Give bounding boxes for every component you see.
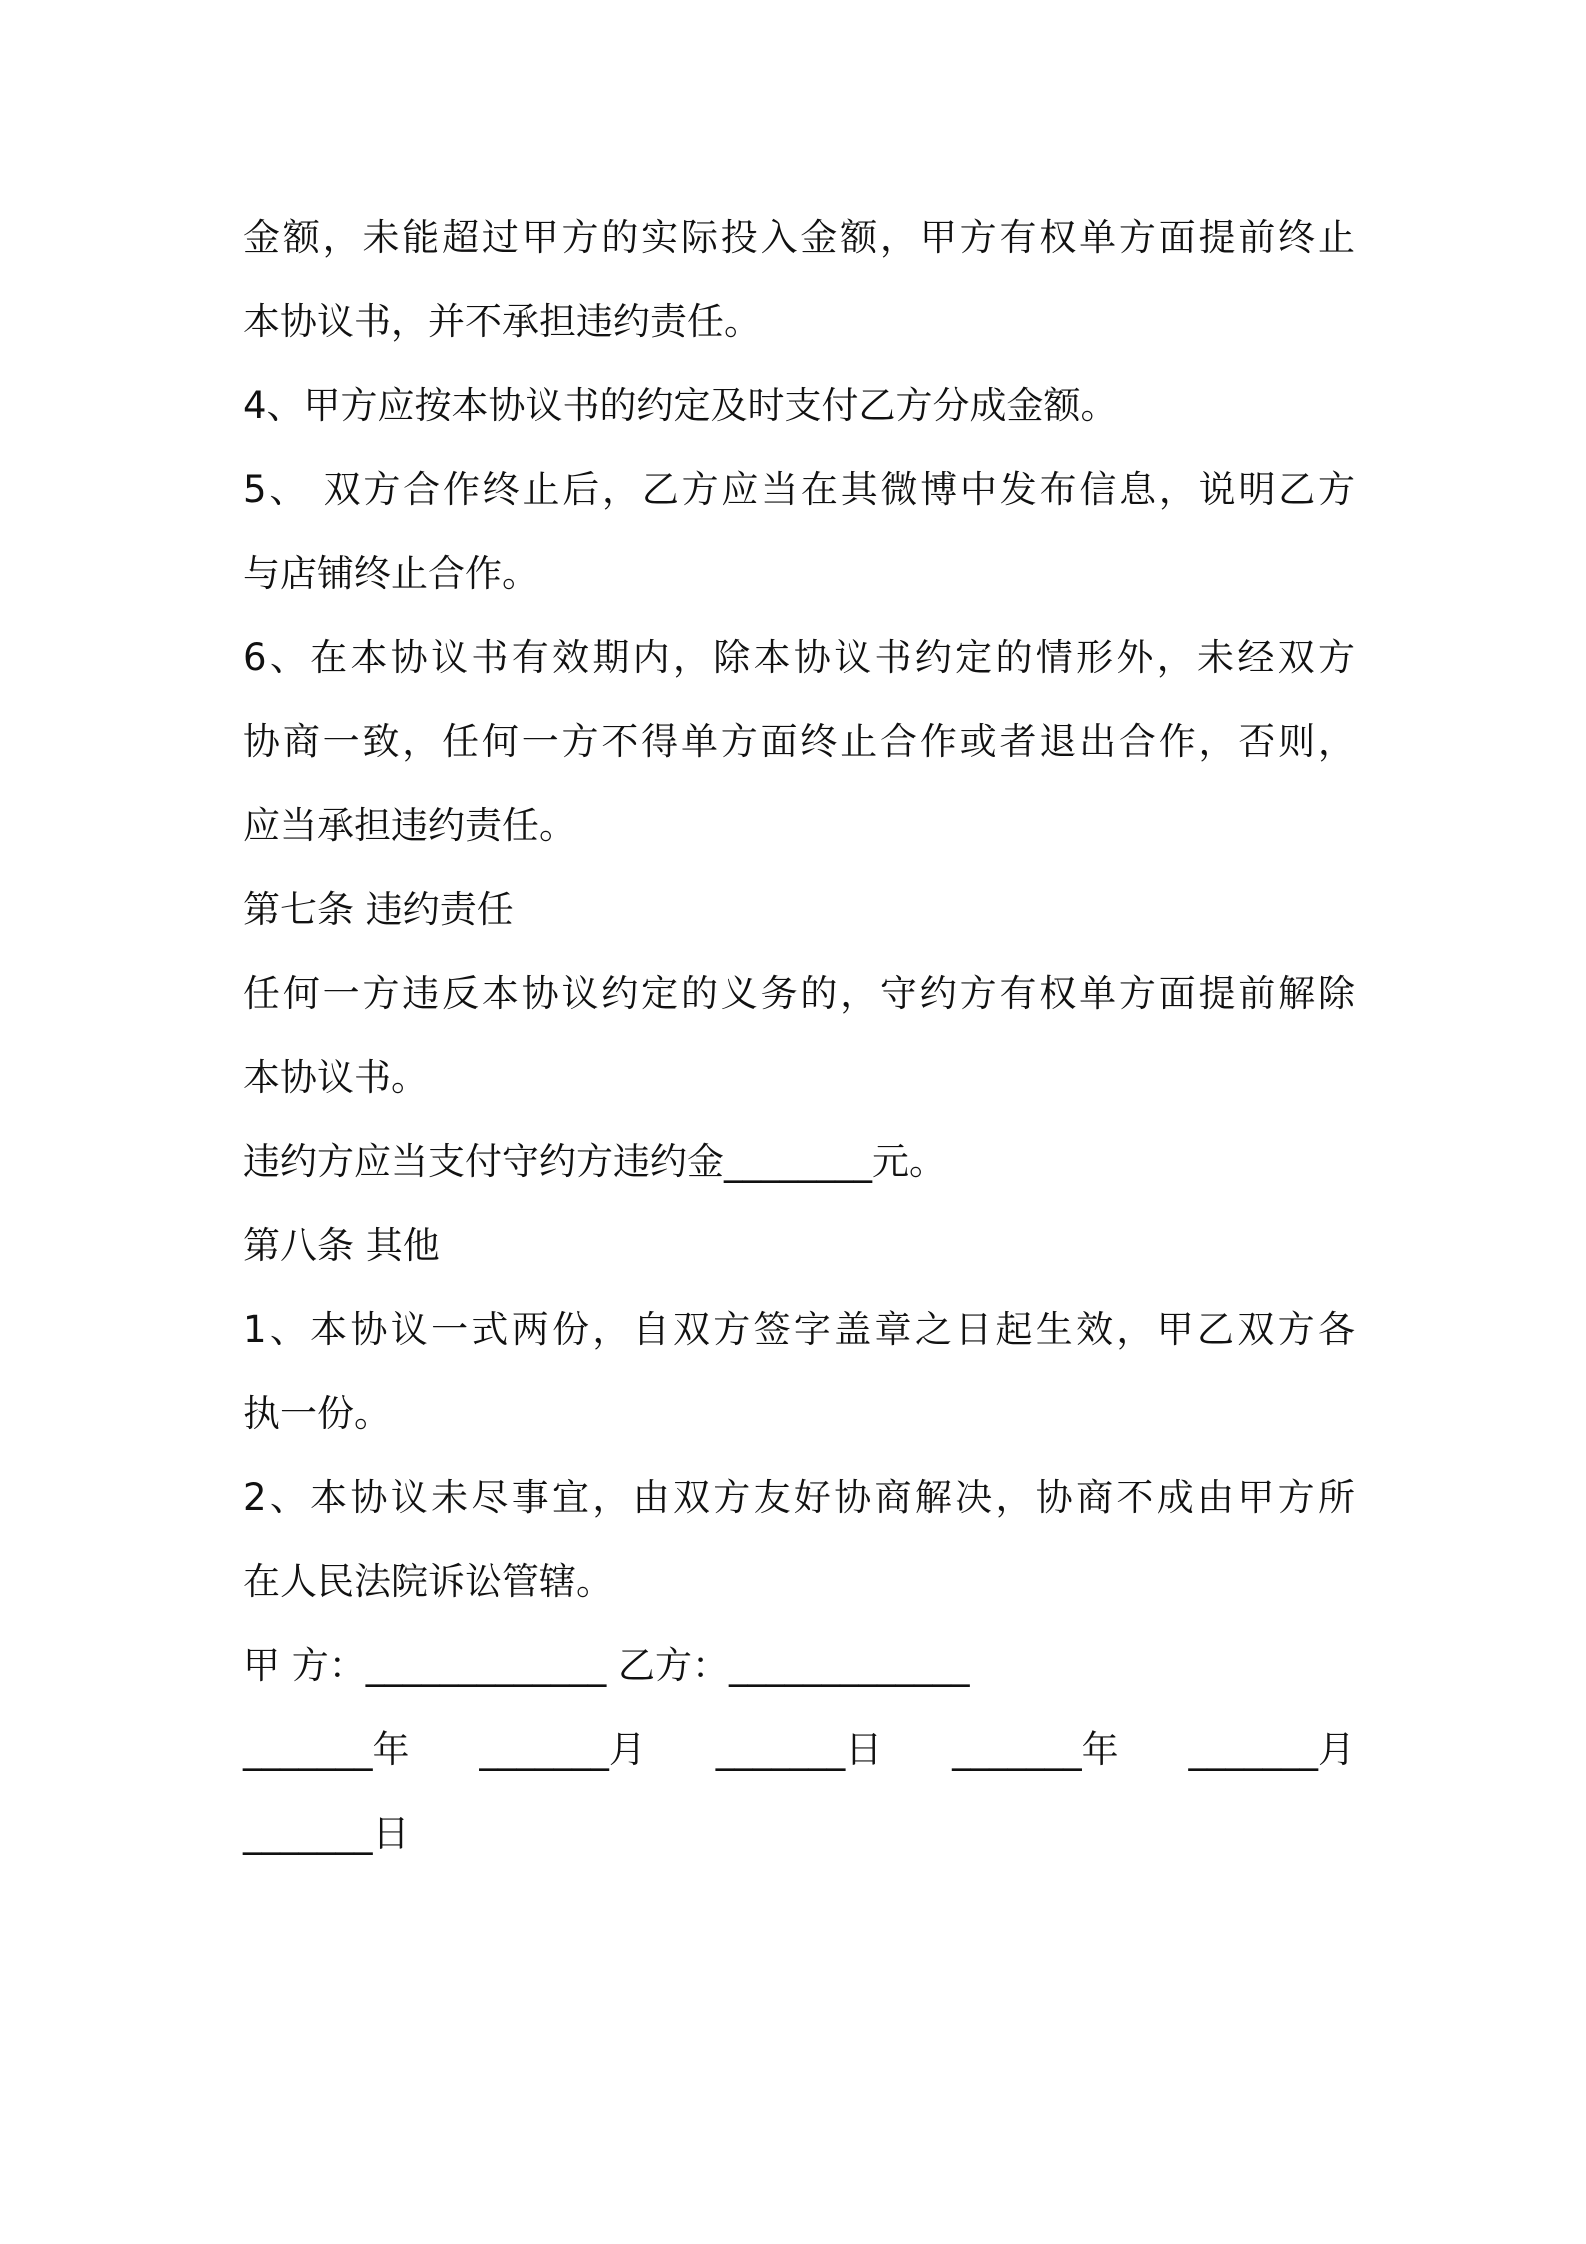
date-line-continued: _______日 (243, 1812, 410, 1855)
paragraph-line: 本协议书。 (243, 1056, 428, 1099)
document-body (243, 196, 1355, 1876)
clause-5: 5、 双方合作终止后，乙方应当在其微博中发布信息，说明乙方 (243, 468, 1355, 511)
paragraph-line: 金额，未能超过甲方的实际投入金额，甲方有权单方面提前终止 (243, 216, 1355, 259)
paragraph-line: 应当承担违约责任。 (243, 804, 576, 847)
party-a-day: _______日 (715, 1728, 883, 1771)
party-a-year: _______年 (243, 1728, 410, 1771)
clause-8-2: 2、本协议未尽事宜，由双方友好协商解决，协商不成由甲方所 (243, 1476, 1355, 1519)
clause-4: 4、甲方应按本协议书的约定及时支付乙方分成金额。 (243, 384, 1118, 427)
party-b-year: _______年 (952, 1728, 1119, 1771)
signature-line (243, 1624, 1355, 1708)
paragraph-line: 执一份。 (243, 1392, 391, 1435)
party-b-signature: 乙方：_____________ (618, 1644, 970, 1687)
penalty-line: 违约方应当支付守约方违约金________元。 (243, 1140, 946, 1183)
paragraph-line: 任何一方违反本协议约定的义务的，守约方有权单方面提前解除 (243, 972, 1355, 1015)
paragraph-line: 本协议书，并不承担违约责任。 (243, 300, 761, 343)
paragraph-line: 协商一致，任何一方不得单方面终止合作或者退出合作，否则， (243, 720, 1355, 763)
party-a-signature: 甲 方：_____________ (243, 1644, 607, 1687)
date-line (243, 1708, 1355, 1792)
party-b-month: _______月 (1188, 1728, 1355, 1771)
clause-8-1: 1、本协议一式两份，自双方签字盖章之日起生效，甲乙双方各 (243, 1308, 1355, 1351)
party-a-month: _______月 (479, 1728, 646, 1771)
paragraph-line: 在人民法院诉讼管辖。 (243, 1560, 613, 1603)
paragraph-line: 与店铺终止合作。 (243, 552, 539, 595)
article-7-heading: 第七条 违约责任 (243, 888, 514, 931)
clause-6: 6、在本协议书有效期内，除本协议书约定的情形外，未经双方 (243, 636, 1355, 679)
article-8-heading: 第八条 其他 (243, 1224, 440, 1267)
